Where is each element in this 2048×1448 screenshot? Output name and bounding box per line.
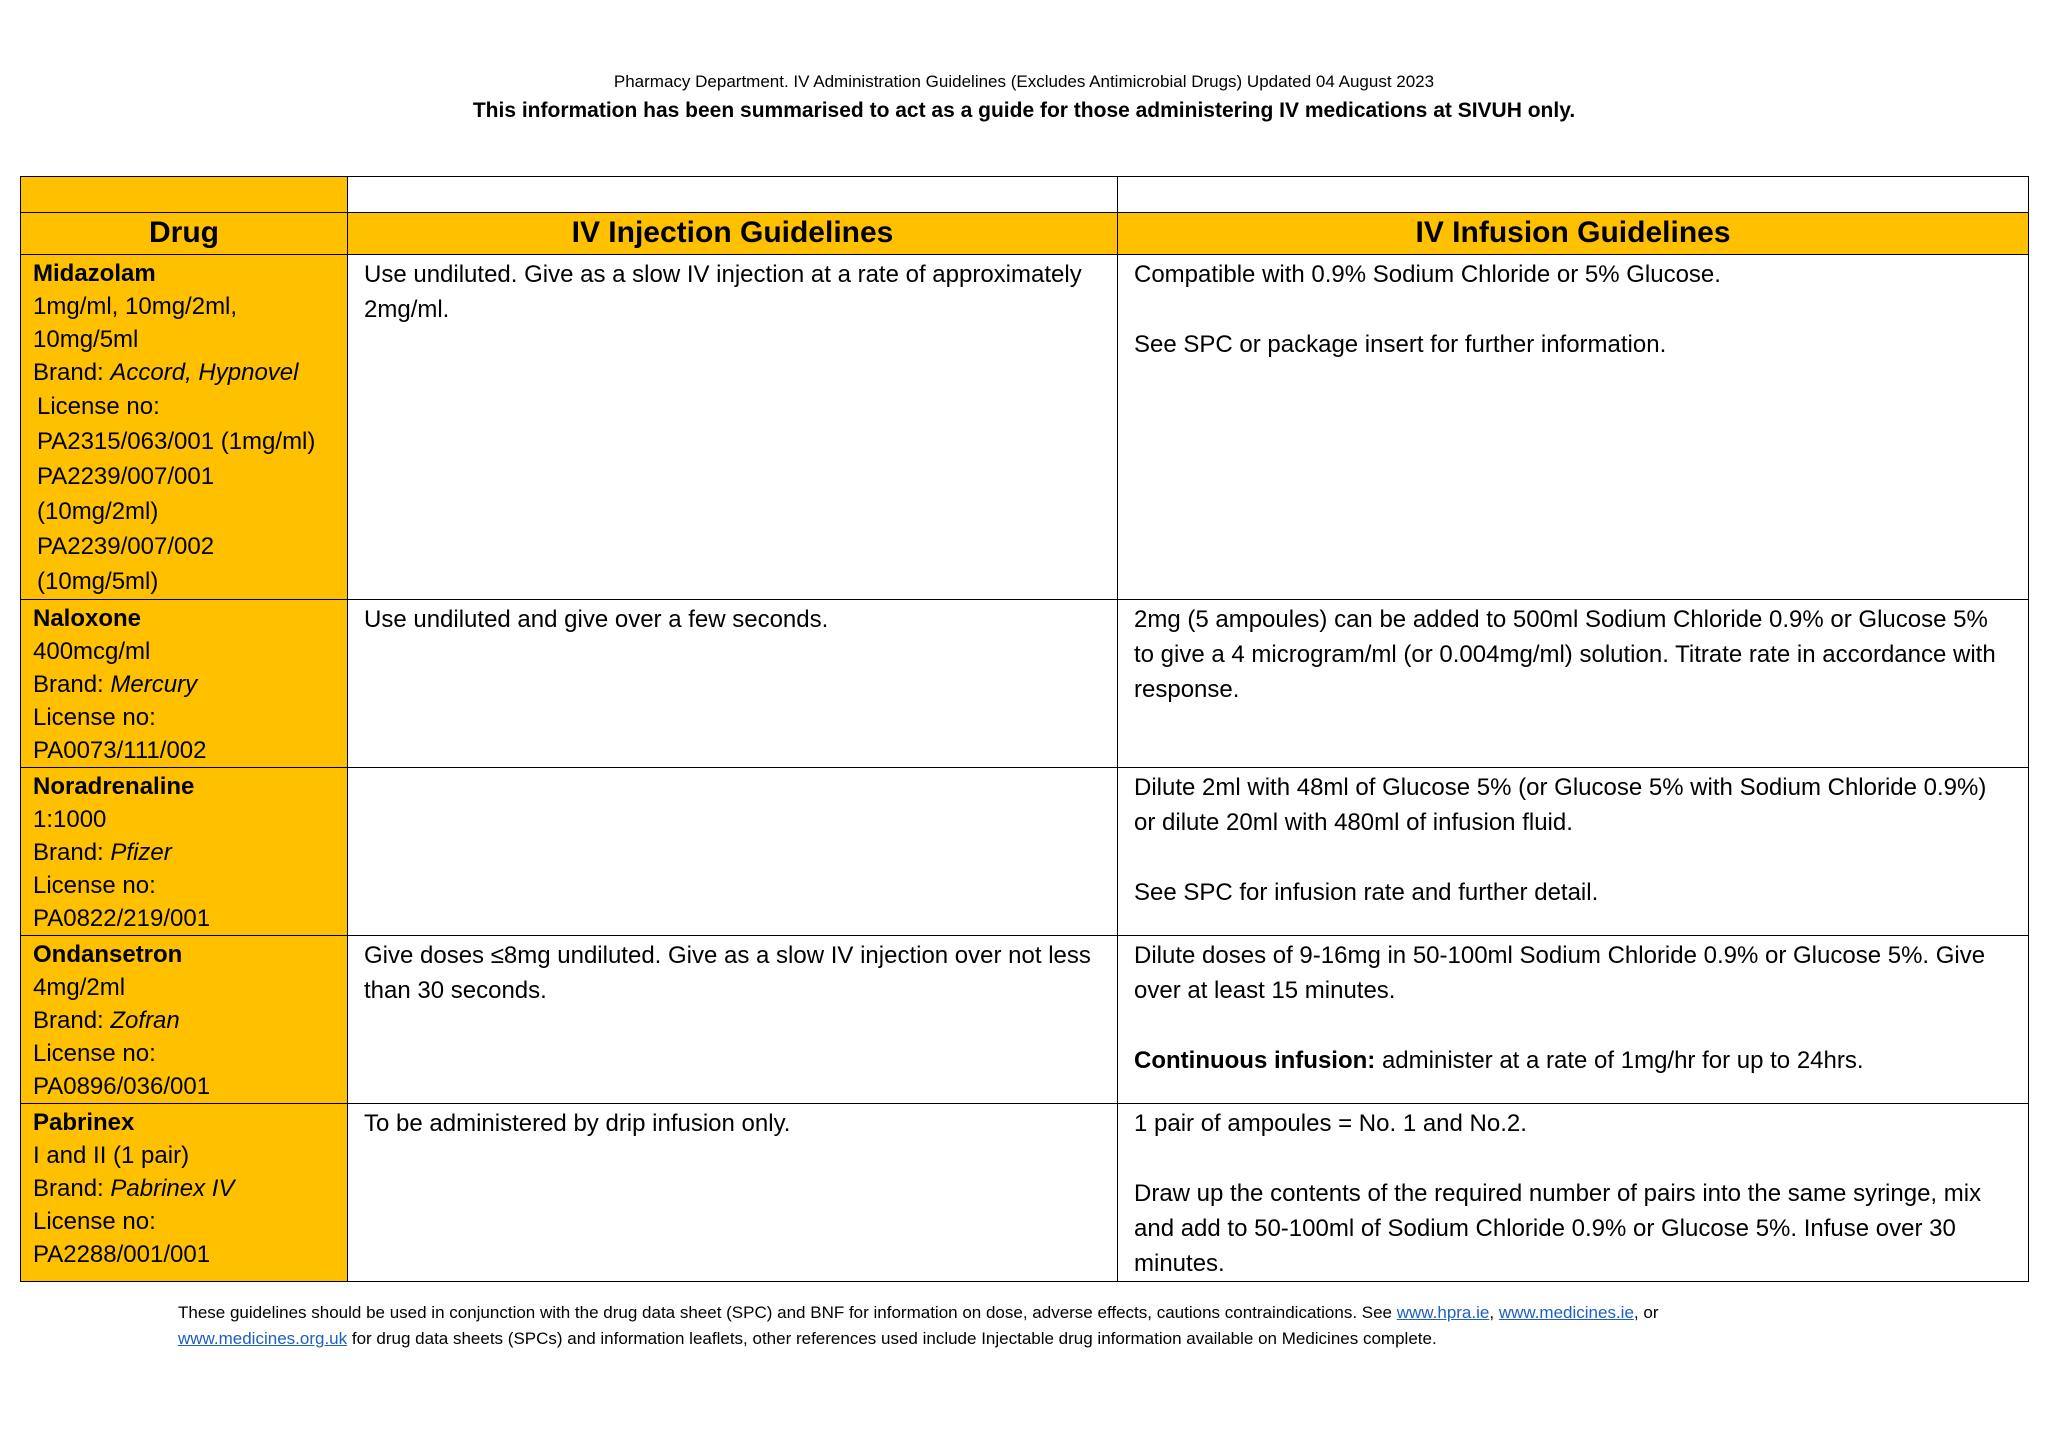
spacer-cell-drug bbox=[21, 177, 348, 213]
table-row bbox=[21, 600, 2029, 768]
license-number: PA2315/063/001 (1mg/ml) bbox=[37, 428, 316, 455]
infusion-text: 1 pair of ampoules = No. 1 and No.2. bbox=[1134, 1110, 1527, 1137]
drug-cell bbox=[21, 600, 348, 768]
license-number: (10mg/5ml) bbox=[37, 568, 159, 595]
injection-cell bbox=[348, 768, 1118, 936]
brand-name: Pfizer bbox=[110, 839, 172, 866]
infusion-cell bbox=[1118, 936, 2029, 1104]
license-number: PA2239/007/002 bbox=[37, 533, 215, 560]
document-title: This information has been summarised to act as a guide for those administering IV medications at SIVUH only. bbox=[472, 99, 1576, 122]
license-label: License no: bbox=[33, 1040, 156, 1067]
brand-label: Brand: bbox=[33, 671, 111, 698]
license-label: License no: bbox=[33, 1208, 156, 1235]
injection-cell bbox=[348, 1104, 1118, 1282]
injection-text: Use undiluted. Give as a slow IV injection at a rate of approximately 2mg/ml. bbox=[364, 261, 1082, 323]
drug-brand bbox=[33, 356, 337, 389]
injection-text: Use undiluted and give over a few seconds. bbox=[364, 606, 829, 633]
spacer-cell-infusion bbox=[1118, 177, 2029, 213]
license-number: (10mg/2ml) bbox=[37, 498, 159, 525]
medicines-ie-link[interactable]: www.medicines.ie bbox=[1498, 1303, 1634, 1322]
infusion-text: Dilute 2ml with 48ml of Glucose 5% (or Glucose 5% with Sodium Chloride 0.9%) or dilute 20ml with 480ml of infusion fluid. bbox=[1134, 774, 1987, 836]
infusion-text: 2mg (5 ampoules) can be added to 500ml Sodium Chloride 0.9% or Glucose 5% to give a 4 microgram/ml (or 0.004mg/ml) solution. Titrate rate in accordance with response. bbox=[1134, 606, 1996, 703]
footer-separator: , bbox=[1489, 1303, 1499, 1322]
license-number: PA2288/001/001 bbox=[33, 1241, 211, 1268]
document-subtitle: Pharmacy Department. IV Administration Guidelines (Excludes Antimicrobial Drugs) Updated 04 August 2023 bbox=[613, 72, 1435, 91]
table-row bbox=[21, 768, 2029, 936]
infusion-cell bbox=[1118, 768, 2029, 936]
infusion-text: Draw up the contents of the required number of pairs into the same syringe, mix and add to 50-100ml of Sodium Chloride 0.9% or Glucose 5%. Infuse over 30 minutes. bbox=[1134, 1180, 1982, 1277]
drug-cell bbox=[21, 255, 348, 600]
drug-strength: 400mcg/ml bbox=[33, 638, 151, 665]
drug-brand bbox=[33, 836, 337, 869]
drug-name: Noradrenaline bbox=[33, 773, 195, 800]
page-header bbox=[0, 70, 2048, 126]
drug-name: Pabrinex bbox=[33, 1109, 135, 1136]
brand-name: Accord, Hypnovel bbox=[110, 359, 299, 386]
infusion-cell bbox=[1118, 1104, 2029, 1282]
hpra-link[interactable]: www.hpra.ie bbox=[1396, 1303, 1490, 1322]
table-row bbox=[21, 255, 2029, 600]
injection-cell bbox=[348, 936, 1118, 1104]
drug-name: Naloxone bbox=[33, 605, 142, 632]
infusion-text: Compatible with 0.9% Sodium Chloride or 5% Glucose. bbox=[1134, 261, 1721, 288]
license-number: PA2239/007/001 bbox=[37, 463, 215, 490]
license-number: PA0073/111/002 bbox=[33, 737, 207, 764]
drug-strength: 10mg/5ml bbox=[33, 326, 139, 353]
license-label: License no: bbox=[37, 393, 160, 420]
table-row bbox=[21, 936, 2029, 1104]
column-header-infusion: IV Infusion Guidelines bbox=[1118, 213, 2029, 255]
infusion-text: See SPC or package insert for further information. bbox=[1134, 331, 1667, 358]
infusion-text: Dilute doses of 9-16mg in 50-100ml Sodium Chloride 0.9% or Glucose 5%. Give over at least 15 minutes. bbox=[1134, 942, 1986, 1004]
footer-text: These guidelines should be used in conjunction with the drug data sheet (SPC) and BNF for information on dose, adverse effects, cautions contraindications. See bbox=[178, 1303, 1397, 1322]
drug-cell bbox=[21, 768, 348, 936]
drug-name: Midazolam bbox=[33, 260, 156, 287]
injection-text: Give doses ≤8mg undiluted. Give as a slow IV injection over not less than 30 seconds. bbox=[364, 942, 1091, 1004]
column-header-injection: IV Injection Guidelines bbox=[348, 213, 1118, 255]
brand-label: Brand: bbox=[33, 359, 111, 386]
drug-strength: I and II (1 pair) bbox=[33, 1142, 190, 1169]
table-spacer-row bbox=[21, 177, 2029, 213]
injection-text: To be administered by drip infusion only. bbox=[364, 1110, 791, 1137]
footer-separator: , or bbox=[1633, 1303, 1659, 1322]
footer-text: for drug data sheets (SPCs) and information leaflets, other references used include Injectable drug information available on Medicines complete. bbox=[347, 1329, 1437, 1348]
infusion-cell bbox=[1118, 255, 2029, 600]
infusion-text: See SPC for infusion rate and further detail. bbox=[1134, 879, 1599, 906]
injection-cell bbox=[348, 255, 1118, 600]
continuous-infusion-text: administer at a rate of 1mg/hr for up to 24hrs. bbox=[1375, 1047, 1864, 1074]
brand-label: Brand: bbox=[33, 839, 111, 866]
license-label: License no: bbox=[33, 704, 156, 731]
brand-label: Brand: bbox=[33, 1007, 111, 1034]
drug-brand bbox=[33, 668, 337, 701]
infusion-text-continuous bbox=[1134, 1043, 2014, 1078]
infusion-cell bbox=[1118, 600, 2029, 768]
continuous-infusion-label: Continuous infusion: bbox=[1134, 1047, 1376, 1074]
drug-strength: 1mg/ml, 10mg/2ml, bbox=[33, 293, 238, 320]
license-number: PA0822/219/001 bbox=[33, 905, 211, 932]
column-header-drug: Drug bbox=[21, 213, 348, 255]
medicines-org-uk-link[interactable]: www.medicines.org.uk bbox=[178, 1329, 348, 1348]
table-header-row bbox=[21, 213, 2029, 255]
drug-brand bbox=[33, 1172, 337, 1205]
drug-strength: 1:1000 bbox=[33, 806, 107, 833]
drug-strength: 4mg/2ml bbox=[33, 974, 126, 1001]
drug-cell bbox=[21, 1104, 348, 1282]
drug-cell bbox=[21, 936, 348, 1104]
drug-brand bbox=[33, 1004, 337, 1037]
brand-name: Zofran bbox=[110, 1007, 180, 1034]
table-row bbox=[21, 1104, 2029, 1282]
injection-cell bbox=[348, 600, 1118, 768]
brand-label: Brand: bbox=[33, 1175, 111, 1202]
spacer-cell-injection bbox=[348, 177, 1118, 213]
drug-name: Ondansetron bbox=[33, 941, 183, 968]
footer-note bbox=[178, 1300, 1738, 1352]
license-label: License no: bbox=[33, 872, 156, 899]
brand-name: Mercury bbox=[110, 671, 198, 698]
license-number: PA0896/036/001 bbox=[33, 1073, 211, 1100]
brand-name: Pabrinex IV bbox=[110, 1175, 235, 1202]
iv-guidelines-table bbox=[20, 176, 2029, 1282]
